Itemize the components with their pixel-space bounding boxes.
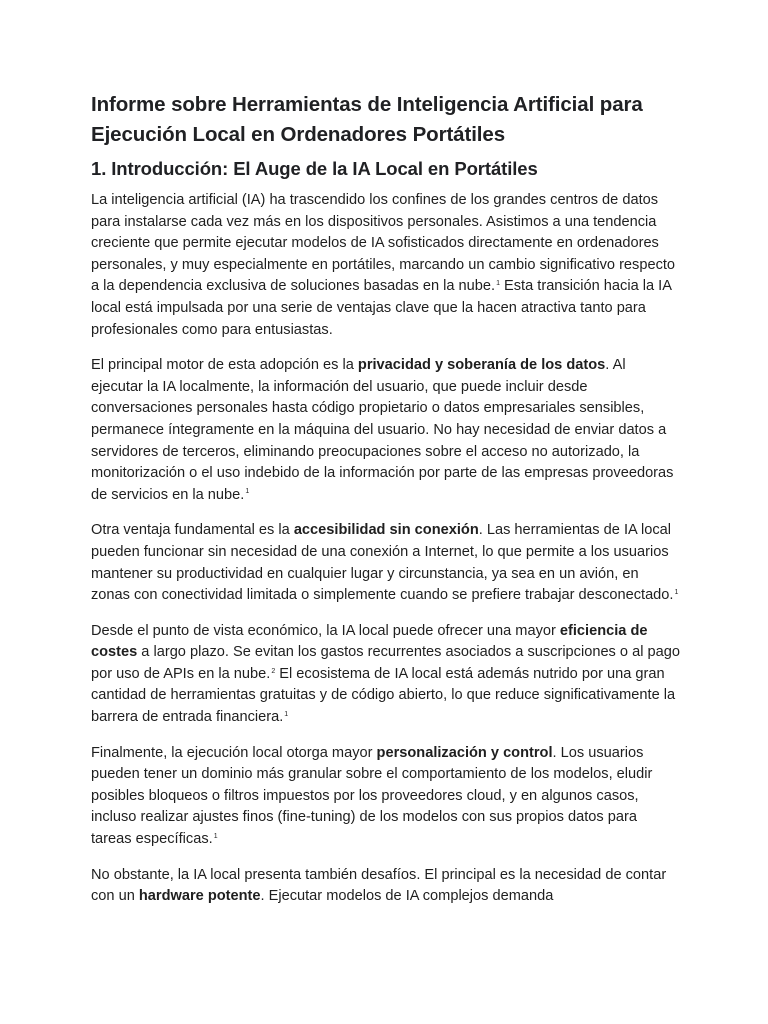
bold-term: personalización y control bbox=[376, 744, 553, 761]
paragraph-text: a largo plazo. Se evitan los gastos recurrentes asociados a suscripciones o al pago por uso de APIs en la nube. bbox=[91, 644, 680, 682]
footnote-ref[interactable]: 1 bbox=[496, 280, 500, 288]
bold-term: hardware potente bbox=[138, 888, 261, 905]
paragraph-control bbox=[91, 743, 681, 851]
paragraph-text: Esta transición hacia la IA local está impulsada por una serie de ventajas clave que la hacen atractiva tanto para profesionales como para entusiastas. bbox=[91, 278, 672, 338]
bold-term: privacidad y soberanía de los datos bbox=[357, 357, 606, 374]
paragraph-text: La inteligencia artificial (IA) ha trascendido los confines de los grandes centros de datos para instalarse cada vez más en los dispositivos personales. Asistimos a una tendencia creciente que permite ejecutar modelos de IA sofisticados directamente en ordenadores personales, y muy especialmente en portátiles, marcando un cambio significativo respecto a la dependencia exclusiva de soluciones basadas en la nube. bbox=[91, 192, 676, 295]
paragraph-privacy bbox=[91, 355, 681, 506]
document-title: Informe sobre Herramientas de Inteligencia Artificial para Ejecución Local en Ordenadores Portátiles bbox=[91, 93, 643, 146]
footnote-ref[interactable]: 2 bbox=[271, 667, 276, 675]
paragraph-text: Finalmente, la ejecución local otorga mayor bbox=[91, 744, 377, 761]
paragraph-intro bbox=[91, 190, 681, 341]
document-page bbox=[91, 90, 681, 908]
paragraph-text: . Los usuarios pueden tener un dominio más granular sobre el comportamiento de los modelos, eludir posibles bloqueos o filtros impuestos por los proveedores cloud, y en algunos casos, incluso realizar ajustes finos (fine-tuning) de los modelos con sus propios datos para tareas específicas. bbox=[91, 744, 653, 848]
paragraph-challenges bbox=[91, 865, 681, 908]
paragraph-text: . Las herramientas de IA local pueden funcionar sin necesidad de una conexión a Internet, lo que permite a los usuarios mantener su productividad en cualquier lugar y circunstancia, ya sea en un avión, en zonas con conectividad limitada o simplemente cuando se prefiere trabajar desconectado. bbox=[91, 522, 674, 604]
paragraph-text: . Ejecutar modelos de IA complejos demanda bbox=[260, 888, 554, 905]
paragraph-text: Desde el punto de vista económico, la IA local puede ofrecer una mayor bbox=[91, 622, 560, 639]
paragraph-text: Otra ventaja fundamental es la bbox=[91, 522, 294, 539]
bold-term: eficiencia de costes bbox=[91, 622, 648, 661]
paragraph-text: No obstante, la IA local presenta también desafíos. El principal es la necesidad de contar con un bbox=[91, 866, 667, 905]
footnote-ref[interactable]: 1 bbox=[213, 832, 218, 840]
section-heading: 1. Introducción: El Auge de la IA Local en Portátiles bbox=[91, 158, 538, 179]
paragraph-text: El ecosistema de IA local está además nutrido por una gran cantidad de herramientas gratuitas y de código abierto, lo que reduce significativamente la barrera de entrada financiera. bbox=[91, 665, 676, 726]
paragraph-text: El principal motor de esta adopción es la bbox=[91, 357, 358, 374]
footnote-ref[interactable]: 1 bbox=[284, 710, 289, 718]
paragraph-text: . Al ejecutar la IA localmente, la información del usuario, que puede incluir desde conversaciones personales hasta código propietario o datos empresariales sensibles, permanece íntegramente en la máquina del usuario. No hay necesidad de enviar datos a servidores de terceros, eliminando preocupaciones sobre el acceso no autorizado, la monitorización o el uso indebido de la información por parte de las empresas proveedoras de servicios en la nube. bbox=[91, 357, 674, 503]
bold-term: accesibilidad sin conexión bbox=[293, 522, 479, 539]
paragraph-offline bbox=[91, 520, 681, 606]
footnote-ref[interactable]: 1 bbox=[674, 588, 679, 596]
footnote-ref[interactable]: 1 bbox=[245, 488, 250, 496]
paragraph-costs bbox=[91, 621, 681, 729]
